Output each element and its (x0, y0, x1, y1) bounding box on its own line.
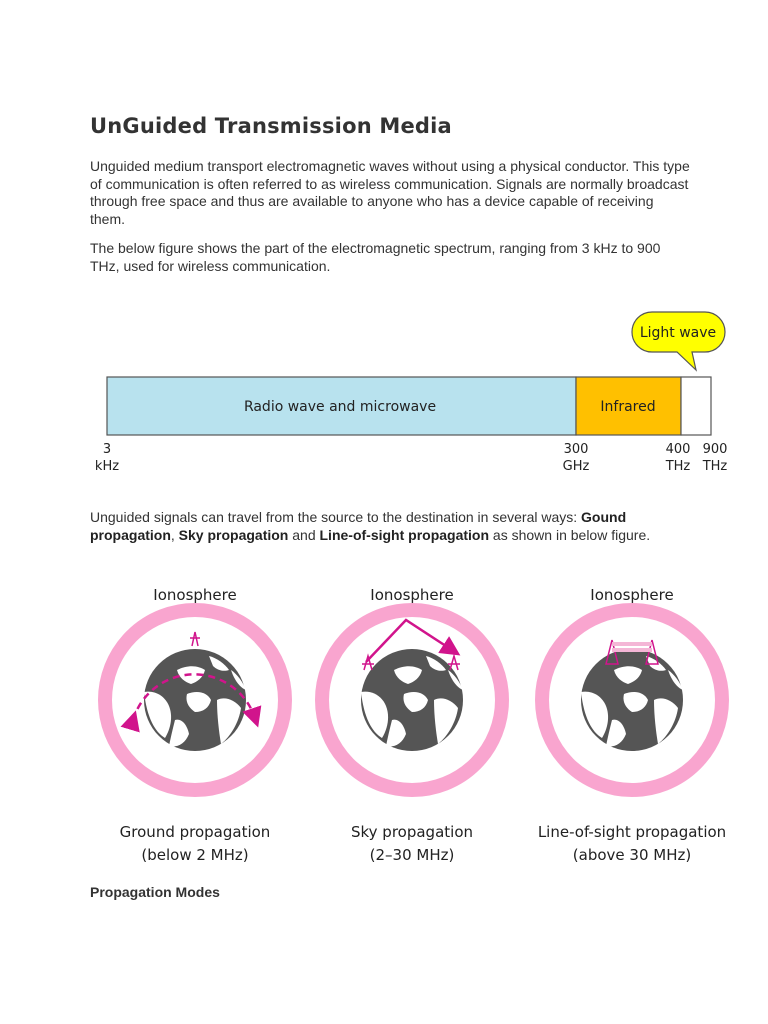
term-sky-propagation: Sky propagation (178, 526, 289, 543)
mode-range-ground: (below 2 MHz) (141, 846, 249, 864)
propagation-modes-figure (88, 580, 748, 875)
tick-unit-thz-2: THz (702, 459, 728, 474)
sky-propagation-diagram (322, 586, 502, 864)
propagation-sep-2: and (288, 526, 320, 543)
tick-label-300: 300 (563, 442, 589, 457)
term-los-propagation: Line-of-sight propagation (319, 526, 490, 543)
intro-paragraph: Unguided medium transport electromagnetic waves without using a physical conductor. This type of communication is often referred to as wireless communication. Signals are normally broadcast through free space and thus are available to anyone who has a device capable of receiving them. (90, 158, 690, 227)
tick-unit-ghz: GHz (562, 459, 590, 474)
band-label-infrared: Infrared (600, 399, 656, 415)
page-title: UnGuided Transmission Media (90, 114, 452, 138)
mode-name-sky: Sky propagation (350, 823, 474, 841)
band-label-radio: Radio wave and microwave (243, 399, 437, 415)
figure-caption: Propagation Modes (90, 884, 220, 900)
ionosphere-label-1: Ionosphere (153, 586, 237, 604)
propagation-sep-1: , (170, 526, 179, 543)
mode-name-los: Line-of-sight propagation (537, 823, 727, 841)
propagation-text-post: as shown in below figure. (489, 526, 651, 543)
los-propagation-diagram (538, 586, 726, 864)
ground-propagation-diagram (105, 586, 285, 864)
mode-name-ground: Ground propagation (119, 823, 271, 841)
mode-range-los: (above 30 MHz) (572, 846, 692, 864)
light-wave-label: Light wave (639, 325, 717, 341)
ionosphere-label-2: Ionosphere (370, 586, 454, 604)
light-wave-callout (632, 312, 725, 370)
tick-unit-thz-1: THz (665, 459, 691, 474)
tick-label-900: 900 (702, 442, 728, 457)
spectrum-diagram (80, 300, 740, 480)
spectrum-description: The below figure shows the part of the electromagnetic spectrum, ranging from 3 kHz to 900 THz, used for wireless communication. (90, 240, 661, 274)
band-light (681, 377, 711, 435)
tick-label-400: 400 (665, 442, 691, 457)
propagation-paragraph (90, 509, 690, 544)
mode-range-sky: (2–30 MHz) (369, 846, 455, 864)
tick-label-3: 3 (102, 442, 112, 457)
ionosphere-label-3: Ionosphere (590, 586, 674, 604)
antenna-icon-1 (190, 632, 200, 646)
term-ground-propagation: Gound propagation (90, 509, 627, 543)
propagation-text-pre: Unguided signals can travel from the source to the destination in several ways: (90, 509, 582, 525)
tick-unit-khz: kHz (94, 459, 120, 474)
